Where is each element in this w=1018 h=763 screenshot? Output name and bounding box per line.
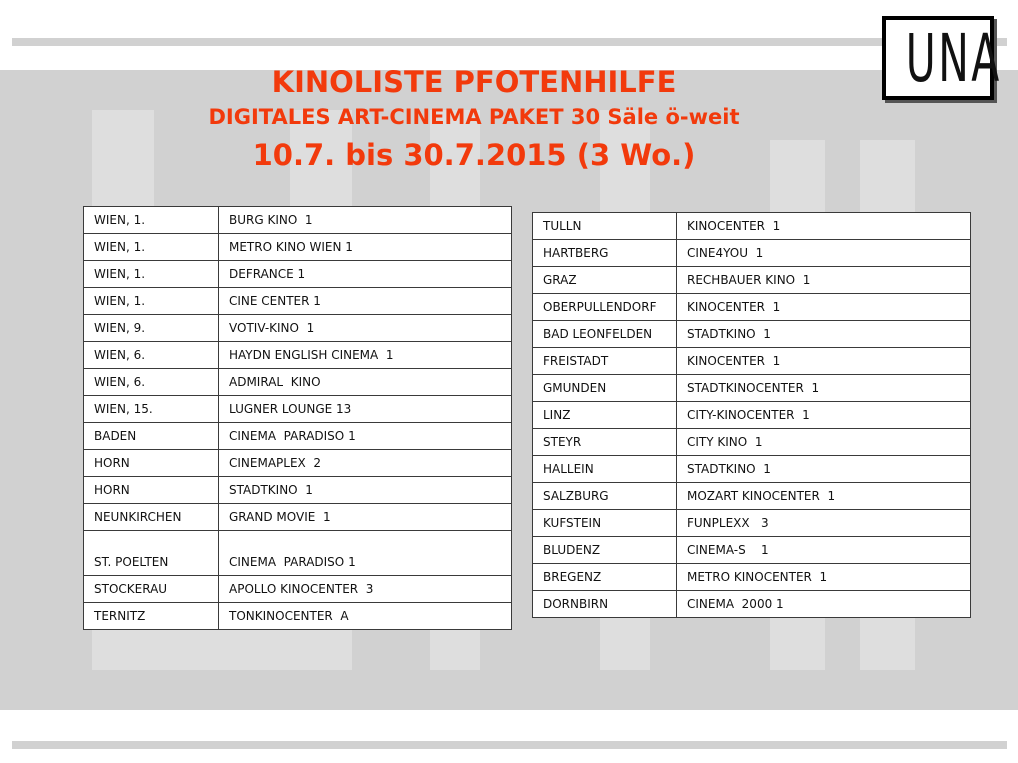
table-row bbox=[84, 342, 512, 369]
table-row bbox=[84, 288, 512, 315]
cinema-cell: STADTKINO 1 bbox=[219, 477, 512, 504]
cinema-cell: CINEMAPLEX 2 bbox=[219, 450, 512, 477]
table-row bbox=[533, 348, 971, 375]
city-cell: HALLEIN bbox=[533, 456, 677, 483]
city-cell: BLUDENZ bbox=[533, 537, 677, 564]
cinema-cell: TONKINOCENTER A bbox=[219, 603, 512, 630]
city-cell: WIEN, 1. bbox=[84, 288, 219, 315]
cinema-cell: APOLLO KINOCENTER 3 bbox=[219, 576, 512, 603]
city-cell: STOCKERAU bbox=[84, 576, 219, 603]
city-cell: BADEN bbox=[84, 423, 219, 450]
city-cell: STEYR bbox=[533, 429, 677, 456]
city-cell: WIEN, 1. bbox=[84, 234, 219, 261]
table-row bbox=[84, 369, 512, 396]
table-row bbox=[84, 531, 512, 576]
cinema-cell: STADTKINO 1 bbox=[677, 321, 971, 348]
cinema-table-left bbox=[83, 206, 512, 630]
city-cell: NEUNKIRCHEN bbox=[84, 504, 219, 531]
cinema-cell: LUGNER LOUNGE 13 bbox=[219, 396, 512, 423]
city-cell: OBERPULLENDORF bbox=[533, 294, 677, 321]
city-cell: WIEN, 9. bbox=[84, 315, 219, 342]
table-row bbox=[533, 483, 971, 510]
cinema-cell: VOTIV-KINO 1 bbox=[219, 315, 512, 342]
city-cell: BREGENZ bbox=[533, 564, 677, 591]
cinema-table-left-body bbox=[84, 207, 512, 630]
cinema-cell: CITY KINO 1 bbox=[677, 429, 971, 456]
date-range: 10.7. bis 30.7.2015 (3 Wo.) bbox=[252, 138, 696, 172]
table-row bbox=[84, 315, 512, 342]
city-cell: SALZBURG bbox=[533, 483, 677, 510]
city-cell: HORN bbox=[84, 477, 219, 504]
page-title: KINOLISTE PFOTENHILFE bbox=[271, 65, 677, 99]
table-row bbox=[533, 321, 971, 348]
cinema-cell: CINE4YOU 1 bbox=[677, 240, 971, 267]
city-cell: BAD LEONFELDEN bbox=[533, 321, 677, 348]
city-cell: KUFSTEIN bbox=[533, 510, 677, 537]
cinema-table-right-body bbox=[533, 213, 971, 618]
city-cell: FREISTADT bbox=[533, 348, 677, 375]
cinema-cell: HAYDN ENGLISH CINEMA 1 bbox=[219, 342, 512, 369]
city-cell: WIEN, 15. bbox=[84, 396, 219, 423]
cinema-cell: RECHBAUER KINO 1 bbox=[677, 267, 971, 294]
cinema-cell: KINOCENTER 1 bbox=[677, 294, 971, 321]
cinema-cell: KINOCENTER 1 bbox=[677, 348, 971, 375]
table-row bbox=[84, 423, 512, 450]
city-cell: GMUNDEN bbox=[533, 375, 677, 402]
table-row bbox=[533, 429, 971, 456]
cinema-cell: DEFRANCE 1 bbox=[219, 261, 512, 288]
cinema-cell: MOZART KINOCENTER 1 bbox=[677, 483, 971, 510]
cinema-cell: CINEMA 2000 1 bbox=[677, 591, 971, 618]
city-cell: WIEN, 6. bbox=[84, 342, 219, 369]
table-row bbox=[533, 402, 971, 429]
table-row bbox=[84, 261, 512, 288]
table-row bbox=[533, 375, 971, 402]
city-cell: HORN bbox=[84, 450, 219, 477]
cinema-cell: STADTKINOCENTER 1 bbox=[677, 375, 971, 402]
table-row bbox=[533, 267, 971, 294]
cinema-cell: METRO KINOCENTER 1 bbox=[677, 564, 971, 591]
cinema-cell: CINE CENTER 1 bbox=[219, 288, 512, 315]
table-row bbox=[84, 234, 512, 261]
cinema-cell: FUNPLEXX 3 bbox=[677, 510, 971, 537]
cinema-cell: GRAND MOVIE 1 bbox=[219, 504, 512, 531]
table-row bbox=[84, 576, 512, 603]
cinema-cell: METRO KINO WIEN 1 bbox=[219, 234, 512, 261]
table-row bbox=[84, 396, 512, 423]
cinema-cell: KINOCENTER 1 bbox=[677, 213, 971, 240]
table-row bbox=[533, 510, 971, 537]
cinema-cell: CINEMA PARADISO 1 bbox=[219, 531, 512, 576]
city-cell: ST. POELTEN bbox=[84, 531, 219, 576]
city-cell: WIEN, 1. bbox=[84, 261, 219, 288]
cinema-cell: CITY-KINOCENTER 1 bbox=[677, 402, 971, 429]
cinema-cell: STADTKINO 1 bbox=[677, 456, 971, 483]
cinema-cell: CINEMA PARADISO 1 bbox=[219, 423, 512, 450]
table-row bbox=[84, 207, 512, 234]
city-cell: HARTBERG bbox=[533, 240, 677, 267]
logo-text: UNA bbox=[905, 20, 1002, 97]
table-row bbox=[84, 477, 512, 504]
table-row bbox=[84, 603, 512, 630]
cinema-cell: CINEMA-S 1 bbox=[677, 537, 971, 564]
city-cell: LINZ bbox=[533, 402, 677, 429]
cinema-table-right bbox=[532, 212, 971, 618]
table-row bbox=[533, 564, 971, 591]
table-row bbox=[533, 537, 971, 564]
table-row bbox=[533, 591, 971, 618]
cinema-cell: ADMIRAL KINO bbox=[219, 369, 512, 396]
city-cell: WIEN, 1. bbox=[84, 207, 219, 234]
background-line-top bbox=[12, 38, 1007, 46]
city-cell: GRAZ bbox=[533, 267, 677, 294]
cinema-cell: BURG KINO 1 bbox=[219, 207, 512, 234]
table-row bbox=[533, 294, 971, 321]
page-subtitle: DIGITALES ART-CINEMA PAKET 30 Säle ö-weit bbox=[208, 105, 740, 129]
table-row bbox=[533, 240, 971, 267]
city-cell: TULLN bbox=[533, 213, 677, 240]
background-line-bottom bbox=[12, 741, 1007, 749]
city-cell: TERNITZ bbox=[84, 603, 219, 630]
table-row bbox=[533, 456, 971, 483]
table-row bbox=[533, 213, 971, 240]
city-cell: DORNBIRN bbox=[533, 591, 677, 618]
table-row bbox=[84, 504, 512, 531]
city-cell: WIEN, 6. bbox=[84, 369, 219, 396]
table-row bbox=[84, 450, 512, 477]
